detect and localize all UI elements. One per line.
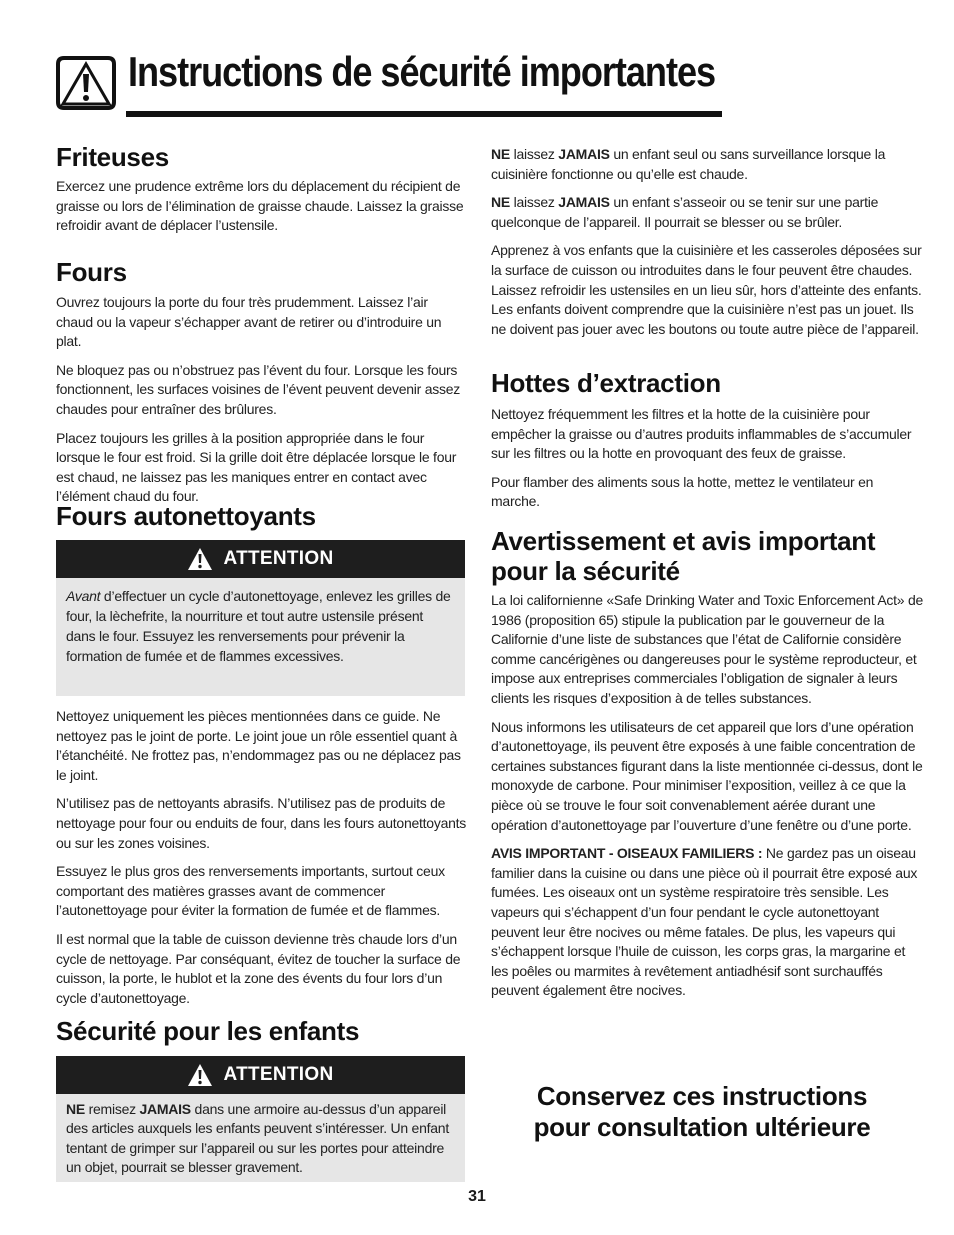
attention-box-autonettoyants [56, 540, 465, 696]
p1-mid: laissez [509, 146, 559, 162]
section-autonettoyants [56, 707, 468, 1017]
attention-label: ATTENTION [223, 1064, 334, 1085]
conservez-line1: Conservez ces instructions [536, 1081, 868, 1111]
attention-label: ATTENTION [223, 548, 334, 569]
attention-body [56, 578, 465, 672]
section-enfants-cont [491, 145, 925, 348]
friteuses-p1: Exercez une prudence extrême lors du déplacement du récipient de graisse ou lors de l’élimination de graisse chaude. Laissez la graisse refroidir avant de déplacer l’ustensile. [56, 178, 464, 234]
heading-enfants: Sécurité pour les enfants [56, 1016, 360, 1046]
ne-label: NE [66, 1101, 85, 1117]
attention-lead: Avant [66, 588, 101, 604]
enfants-p2: un enfant s’asseoir ou se tenir sur une partie quelconque de l’appareil. Il pourrait se blesser ou se brûler. [491, 194, 879, 230]
heading-line1: Avertissement et avis important [491, 526, 876, 556]
heading-hottes: Hottes d’extraction [491, 368, 721, 398]
attention-bar [56, 1056, 465, 1094]
autonettoyants-p1: Nettoyez uniquement les pièces mentionnées dans ce guide. Ne nettoyez pas le joint de porte. Le joint joue un rôle essentiel quant à l’étanchéité. Ne frottez pas, n’endommagez pas ou ne déplacez pas le joint. [56, 708, 461, 783]
hottes-p1: Nettoyez fréquemment les filtres et la hotte de la cuisinière pour empêcher la graisse ou d’autres produits inflammables de s’accumuler sur les filtres ou la hotte en provoquant des feux de graisse. [491, 406, 912, 462]
attention-box-enfants [56, 1056, 465, 1182]
ne-label: NE [491, 146, 510, 162]
autonettoyants-p3: Essuyez le plus gros des renversements importants, surtout ceux comportant des matières grasses avant de commencer l’autonettoyage pour éviter la formation de fumée et de flammes. [56, 863, 445, 919]
section-fours [56, 293, 468, 516]
heading-autonettoyants: Fours autonettoyants [56, 501, 316, 531]
page-number: 31 [468, 1188, 486, 1205]
section-avertissement [491, 591, 925, 1010]
heading-line2: pour la sécurité [491, 556, 680, 586]
heading-friteuses: Friteuses [56, 142, 169, 172]
conservez-line2: pour consultation ultérieure [533, 1112, 871, 1142]
enfants-p3: Apprenez à vos enfants que la cuisinière et les casseroles déposées sur la surface de cuisson ou introduites dans le four peuvent être chaudes. Laissez refroidir les ustensiles en un lieu sûr, hors d’atteinte des enfants. Les enfants doivent comprendre que la cuisinière n’est pas un jouet. Ils ne doivent pas jouer avec les boutons ou toute autre pièce de l’appareil. [491, 242, 922, 337]
fours-p2: Ne bloquez pas ou n’obstruez pas l’évent du four. Lorsque les fours fonctionnent, les surfaces voisines de l’évent peuvent devenir assez chaudes pour entraîner des brûlures. [56, 361, 461, 417]
attention-bar [56, 540, 465, 578]
heading-avertissement [491, 526, 925, 586]
avis-lead: AVIS IMPORTANT - OISEAUX FAMILIERS : [491, 845, 763, 862]
section-friteuses [56, 177, 468, 245]
conservez-heading [492, 1081, 912, 1143]
fours-p3: Placez toujours les grilles à la position appropriée dans le four lorsque le four est froid. Si la grille doit être déplacée lorsque le four est chaud, ne laissez pas les maniques entrer en contact avec l’élément chaud du four. [56, 429, 457, 505]
jamais-label: JAMAIS [558, 146, 610, 162]
attention-body [56, 1094, 465, 1184]
hottes-p2: Pour flamber des aliments sous la hotte, mettez le ventilateur en marche. [491, 473, 874, 510]
heading-fours: Fours [56, 257, 127, 287]
p2-mid: laissez [509, 194, 559, 211]
warning-icon [54, 54, 118, 112]
attention-mid: remisez [84, 1101, 140, 1117]
warning-triangle-icon [187, 1063, 213, 1087]
section-hottes [491, 405, 925, 521]
attention-text: d’effectuer un cycle d’autonettoyage, enlevez les grilles de four, la lèchefrite, la nourriture et tout autre ustensile présent dans le four. Essuyez les renversements pour prévenir la formation de fumée et de flammes excessives. [66, 588, 451, 664]
autonettoyants-p2: N’utilisez pas de nettoyants abrasifs. N’utilisez pas de produits de nettoyage pour four ou enduits de four, dans les fours autonettoyants ou sur les zones voisines. [56, 795, 467, 851]
title-rule [126, 111, 722, 117]
jamais-label: JAMAIS [558, 194, 610, 211]
warning-triangle-icon [187, 547, 213, 571]
fours-p1: Ouvrez toujours la porte du four très prudemment. Laissez l’air chaud ou la vapeur s’échapper avant de retirer ou d’introduire un plat. [56, 294, 442, 350]
avertissement-p1: La loi californienne «Safe Drinking Water and Toxic Enforcement Act» de 1986 (proposition 65) stipule la publication par le gouverneur de la Californie d’une liste de substances que l’état de Californie considère comme cancérigènes ou dangereuses pour le système reproducteur, et impose aux entreprises commerciales l’obligation de signaler à leurs clients les risques d’exposition à de telles substances. [491, 592, 924, 706]
page-title: Instructions de sécurité importantes [128, 48, 716, 95]
attention-text: dans une armoire au-dessus d’un appareil des articles auxquels les enfants peuvent s’intéresser. Un enfant tentant de grimper sur l’appareil ou sur les portes pour atteindre un objet, pourrait se blesser gravement. [66, 1101, 449, 1176]
avertissement-p2: Nous informons les utilisateurs de cet appareil que lors d’une opération d’autonettoyage, ils peuvent être exposés à une faible concentration de certaines substances figurant dans la liste mentionnée ci-dessus, dont le monoxyde de carbone. Pour minimiser l’exposition, veillez à ce que la pièce où se trouve le four soit convenablement aérée durant une opération d’autonettoyage par l’ouverture d’une fenêtre ou d’une porte. [491, 718, 923, 833]
avertissement-p3: Ne gardez pas un oiseau familier dans la cuisine ou dans une pièce où il pourrait être exposé aux fumées. Les oiseaux ont un système respiratoire très sensible. Les vapeurs qui s’échappent d’un four pendant le cycle autonettoyant peuvent leur être nocives ou même fatales. De plus, les vapeurs qui s’échappent lorsque l’huile de cuisson, les corps gras, la margarine et les poêles ou marmites à revêtement antiadhésif sont surchauffés peuvent également être nocives. [491, 845, 918, 999]
autonettoyants-p4: Il est normal que la table de cuisson devienne très chaude lors d’un cycle de nettoyage. Par conséquant, évitez de toucher la surface de cuisson, la porte, le hublot et la zone des évents du four lors d’un cycle d’autonettoyage. [56, 930, 461, 1006]
ne-label: NE [491, 194, 510, 211]
jamais-label: JAMAIS [139, 1101, 191, 1117]
enfants-p1: un enfant seul ou sans surveillance lorsque la cuisinière fonctionne ou qu’elle est chaude. [491, 146, 886, 182]
